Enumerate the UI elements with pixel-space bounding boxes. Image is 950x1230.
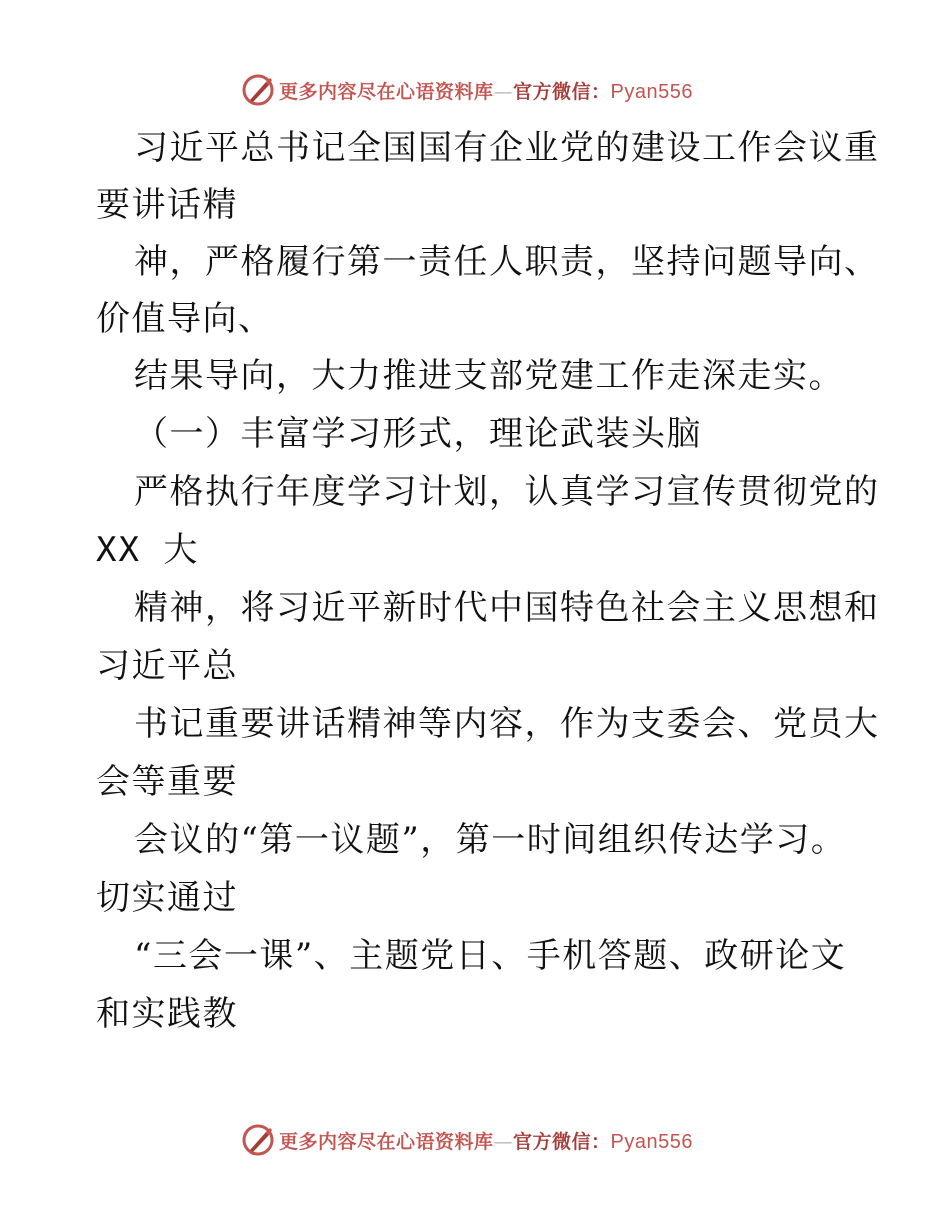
paragraph-line: 价值导向、 bbox=[96, 299, 274, 339]
paragraph-line: 习近平总 bbox=[96, 646, 238, 686]
paragraph-line: 结果导向，大力推进支部党建工作走深走实。 bbox=[134, 356, 844, 396]
paragraph-line: 神，严格履行第一责任人职责，坚持问题导向、 bbox=[134, 242, 880, 282]
header-wechat-label: 官方微信： bbox=[513, 80, 611, 103]
footer-site-name: 更多内容尽在心语资料库 bbox=[279, 1130, 494, 1153]
footer-banner-text bbox=[279, 1127, 693, 1154]
footer-separator: — bbox=[493, 1130, 514, 1153]
header-banner-text bbox=[279, 77, 693, 104]
paragraph-line: “三会一课”、主题党日、手机答题、政研论文 bbox=[134, 936, 847, 976]
paragraph-line: 要讲话精 bbox=[96, 185, 238, 225]
footer-wechat-label: 官方微信： bbox=[513, 1130, 611, 1153]
footer-banner-content bbox=[241, 1123, 693, 1157]
section-heading: （一）丰富学习形式，理论武装头脑 bbox=[134, 414, 702, 454]
paragraph-line: 会等重要 bbox=[96, 762, 238, 802]
paragraph-line: 精神，将习近平新时代中国特色社会主义思想和 bbox=[134, 588, 880, 628]
paragraph-line: XX 大 bbox=[96, 530, 200, 570]
header-site-name: 更多内容尽在心语资料库 bbox=[279, 80, 494, 103]
paragraph-line: 习近平总书记全国国有企业党的建设工作会议重 bbox=[134, 128, 880, 168]
paragraph-line: 切实通过 bbox=[96, 878, 238, 918]
paragraph-line: 书记重要讲话精神等内容，作为支委会、党员大 bbox=[134, 704, 880, 744]
paragraph-line: 会议的“第一议题”，第一时间组织传达学习。 bbox=[134, 820, 847, 860]
header-banner-content bbox=[241, 73, 693, 107]
paragraph-line: 和实践教 bbox=[96, 994, 238, 1034]
header-separator: — bbox=[493, 80, 514, 103]
footer-banner bbox=[0, 1120, 950, 1160]
footer-wechat-id: Pyan556 bbox=[610, 1130, 693, 1153]
pen-logo-icon bbox=[241, 73, 275, 107]
pen-logo-icon bbox=[241, 1123, 275, 1157]
paragraph-line: 严格执行年度学习计划，认真学习宣传贯彻党的 bbox=[134, 472, 880, 512]
header-banner bbox=[0, 70, 950, 110]
header-wechat-id: Pyan556 bbox=[610, 80, 693, 103]
